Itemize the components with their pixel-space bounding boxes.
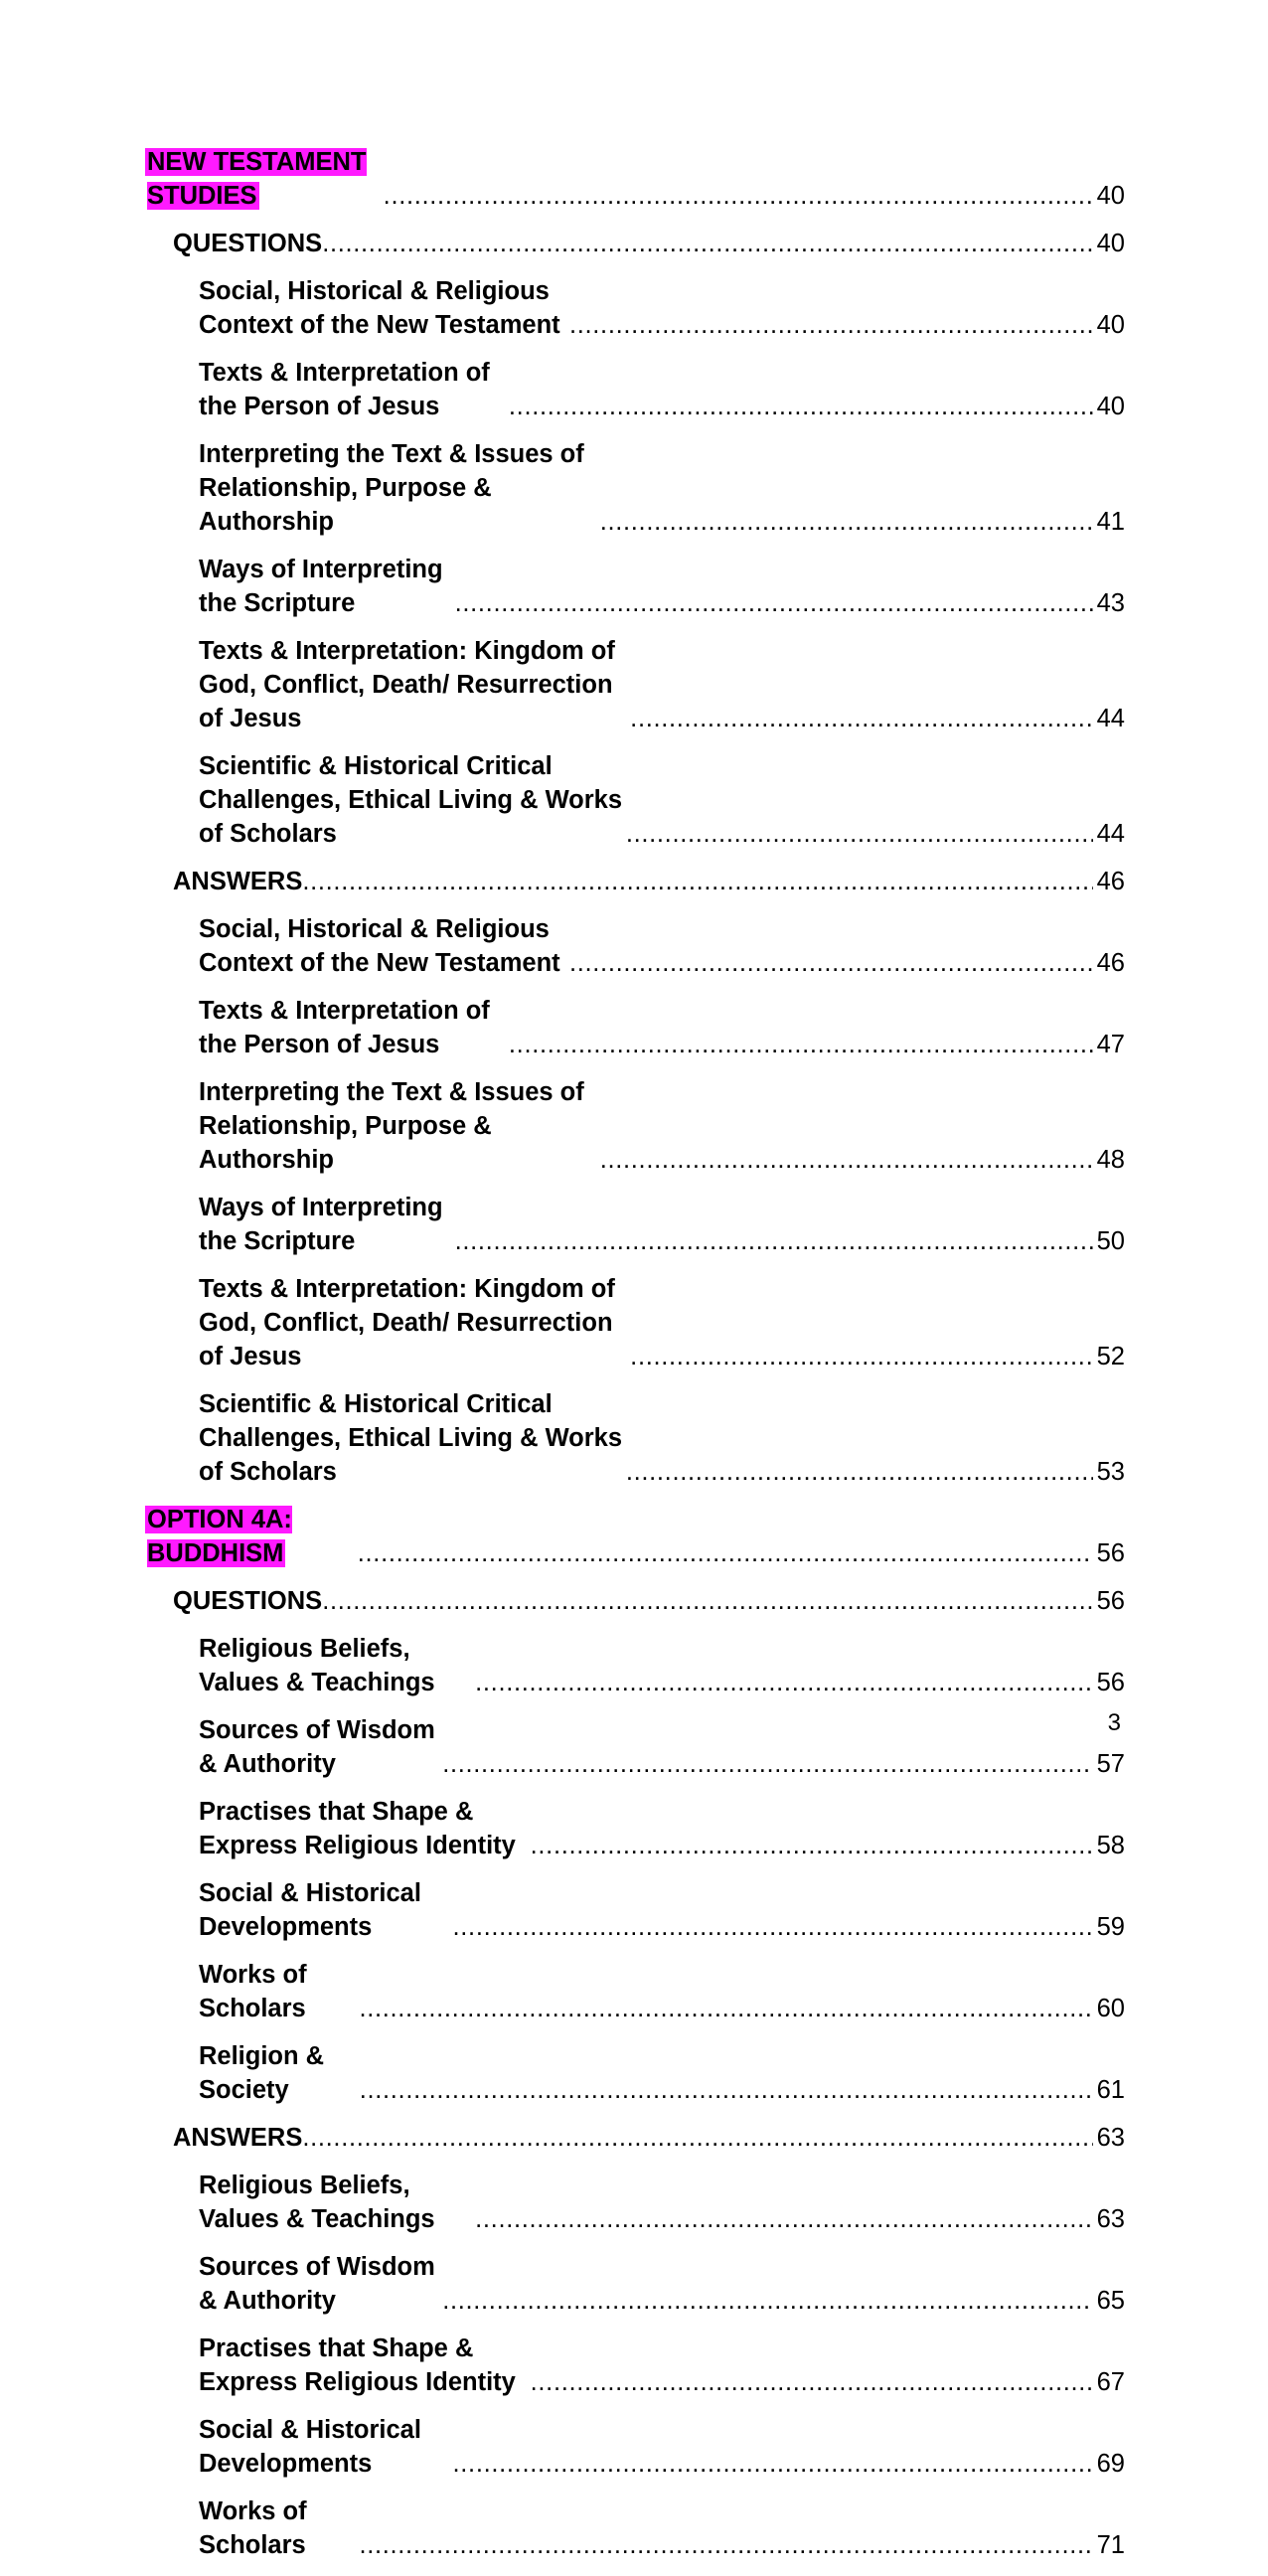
toc-page-number: 44 (1096, 820, 1125, 848)
toc-entry[interactable] (147, 356, 1125, 423)
toc-page-number: 61 (1096, 2076, 1125, 2104)
dot-leader (322, 1584, 1092, 1618)
toc-entry[interactable] (147, 274, 1125, 342)
toc-entry[interactable] (147, 2495, 1125, 2562)
toc-entry[interactable] (147, 1584, 1125, 1618)
toc-page-number: 40 (1096, 182, 1125, 210)
dot-leader (453, 2447, 1093, 2481)
dot-leader (569, 308, 1093, 342)
toc-page-number: 56 (1096, 1587, 1125, 1615)
toc-entry-title: Social, Historical & Religious Context of the New Testament (199, 915, 560, 977)
toc-entry-title: Ways of Interpreting the Scripture (199, 556, 443, 617)
dot-leader (359, 2528, 1092, 2562)
toc-entry-title: Interpreting the Text & Issues of Relationship, Purpose & Authorship (199, 440, 584, 536)
toc-entry[interactable] (147, 2169, 1125, 2236)
dot-leader (302, 2121, 1092, 2155)
toc-page-number: 63 (1096, 2205, 1125, 2233)
dot-leader (630, 1340, 1092, 1373)
toc-entry-title: Social & Historical Developments (199, 2416, 421, 2478)
dot-leader (531, 2365, 1093, 2399)
toc-page-number: 56 (1096, 1669, 1125, 1696)
dot-leader (600, 505, 1093, 539)
toc-entry-title: Works of Scholars (199, 1961, 307, 2022)
toc-entry[interactable] (147, 1075, 1125, 1177)
toc-entry[interactable] (147, 2121, 1125, 2155)
toc-entry-title: Religious Beliefs, Values & Teachings (199, 2172, 435, 2233)
dot-leader (630, 702, 1092, 735)
toc-entry[interactable] (147, 227, 1125, 260)
toc-page-number: 43 (1096, 589, 1125, 617)
dot-leader (453, 1910, 1093, 1944)
toc-page-number: 57 (1096, 1750, 1125, 1778)
toc-entry[interactable] (147, 437, 1125, 539)
toc-section-heading (147, 1503, 358, 1570)
dot-leader (360, 2073, 1093, 2107)
toc-page-number: 53 (1096, 1458, 1125, 1486)
dot-leader (509, 390, 1093, 423)
toc-entry-title: Texts & Interpretation: Kingdom of God, Conflict, Death/ Resurrection of Jesus (199, 1275, 615, 1370)
toc-entry[interactable] (147, 2332, 1125, 2399)
toc-page-number: 69 (1096, 2450, 1125, 2478)
toc-page-number: 63 (1096, 2124, 1125, 2152)
table-of-contents (147, 145, 1125, 2576)
toc-entry[interactable] (147, 912, 1125, 980)
dot-leader (475, 1666, 1092, 1699)
toc-entry-title: Works of Scholars (199, 2497, 307, 2559)
toc-entry[interactable] (147, 1958, 1125, 2025)
toc-entry-title: Sources of Wisdom & Authority (199, 1716, 435, 1778)
toc-entry[interactable] (147, 1272, 1125, 1373)
toc-page-number: 40 (1096, 230, 1125, 257)
toc-entry-title: Religion & Society (199, 2042, 325, 2104)
toc-entry-title: Practises that Shape & Express Religious Identity (199, 1798, 516, 1859)
toc-entry-title: Sources of Wisdom & Authority (199, 2253, 435, 2315)
toc-entry[interactable] (147, 145, 1125, 213)
toc-entry-title: QUESTIONS (173, 1587, 323, 1615)
toc-entry[interactable] (147, 865, 1125, 898)
toc-page-number: 58 (1096, 1832, 1125, 1859)
dot-leader (384, 179, 1093, 213)
dot-leader (626, 817, 1093, 851)
toc-entry[interactable] (147, 1713, 1125, 1781)
toc-entry-title: Religious Beliefs, Values & Teachings (199, 1635, 435, 1696)
dot-leader (455, 1224, 1093, 1258)
toc-entry-title: ANSWERS (173, 868, 303, 895)
toc-entry[interactable] (147, 1632, 1125, 1699)
dot-leader (531, 1829, 1093, 1862)
toc-entry-title: Social & Historical Developments (199, 1879, 421, 1941)
toc-entry-title: Texts & Interpretation of the Person of Jesus (199, 359, 490, 420)
dot-leader (475, 2202, 1092, 2236)
toc-entry[interactable] (147, 1795, 1125, 1862)
toc-entry[interactable] (147, 1191, 1125, 1258)
dot-leader (509, 1028, 1093, 1061)
toc-entry[interactable] (147, 553, 1125, 620)
dot-leader (626, 1455, 1093, 1489)
toc-page-number: 48 (1096, 1146, 1125, 1174)
toc-entry[interactable] (147, 2039, 1125, 2107)
toc-page-number: 46 (1096, 868, 1125, 895)
toc-page-number: 65 (1096, 2287, 1125, 2315)
dot-leader (442, 1747, 1092, 1781)
dot-leader (569, 946, 1093, 980)
dot-leader (302, 865, 1092, 898)
toc-entry-title: Ways of Interpreting the Scripture (199, 1194, 443, 1255)
dot-leader (358, 1536, 1093, 1570)
toc-entry-title: ANSWERS (173, 2124, 303, 2152)
toc-entry[interactable] (147, 1876, 1125, 1944)
dot-leader (442, 2284, 1092, 2318)
toc-section-heading (147, 145, 384, 213)
toc-entry[interactable] (147, 749, 1125, 851)
toc-entry[interactable] (147, 2413, 1125, 2481)
dot-leader (455, 586, 1093, 620)
toc-entry[interactable] (147, 1387, 1125, 1489)
page-number: 3 (1107, 1709, 1121, 1736)
toc-page-number: 71 (1096, 2531, 1125, 2559)
toc-page-number: 47 (1096, 1031, 1125, 1058)
toc-entry-title: Practises that Shape & Express Religious Identity (199, 2334, 516, 2396)
toc-page-number: 67 (1096, 2368, 1125, 2396)
toc-page-number: 46 (1096, 949, 1125, 977)
toc-page-number: 40 (1096, 311, 1125, 339)
toc-page-number: 56 (1096, 1539, 1125, 1567)
toc-entry-title: Scientific & Historical Critical Challenges, Ethical Living & Works of Scholars (199, 1390, 623, 1486)
toc-page-number: 41 (1096, 508, 1125, 536)
toc-entry-title: QUESTIONS (173, 230, 323, 257)
toc-entry-title: Social, Historical & Religious Context of the New Testament (199, 277, 560, 339)
dot-leader (322, 227, 1092, 260)
toc-entry[interactable] (147, 994, 1125, 1061)
toc-page-number: 60 (1096, 1995, 1125, 2022)
highlighted-heading-text: NEW TESTAMENT STUDIES (147, 148, 367, 210)
toc-entry[interactable] (147, 634, 1125, 735)
toc-page-number: 59 (1096, 1913, 1125, 1941)
toc-entry-title: Scientific & Historical Critical Challenges, Ethical Living & Works of Scholars (199, 752, 623, 848)
toc-page-number: 52 (1096, 1343, 1125, 1370)
toc-entry[interactable] (147, 2250, 1125, 2318)
toc-entry[interactable] (147, 1503, 1125, 1570)
dot-leader (600, 1143, 1093, 1177)
toc-page-number: 50 (1096, 1227, 1125, 1255)
toc-entry-title: Texts & Interpretation of the Person of Jesus (199, 997, 490, 1058)
dot-leader (359, 1992, 1092, 2025)
highlighted-heading-text: OPTION 4A: BUDDHISM (147, 1506, 292, 1567)
toc-page-number: 40 (1096, 393, 1125, 420)
toc-page-number: 44 (1096, 705, 1125, 732)
toc-entry-title: Texts & Interpretation: Kingdom of God, Conflict, Death/ Resurrection of Jesus (199, 637, 615, 732)
toc-entry-title: Interpreting the Text & Issues of Relationship, Purpose & Authorship (199, 1078, 584, 1174)
